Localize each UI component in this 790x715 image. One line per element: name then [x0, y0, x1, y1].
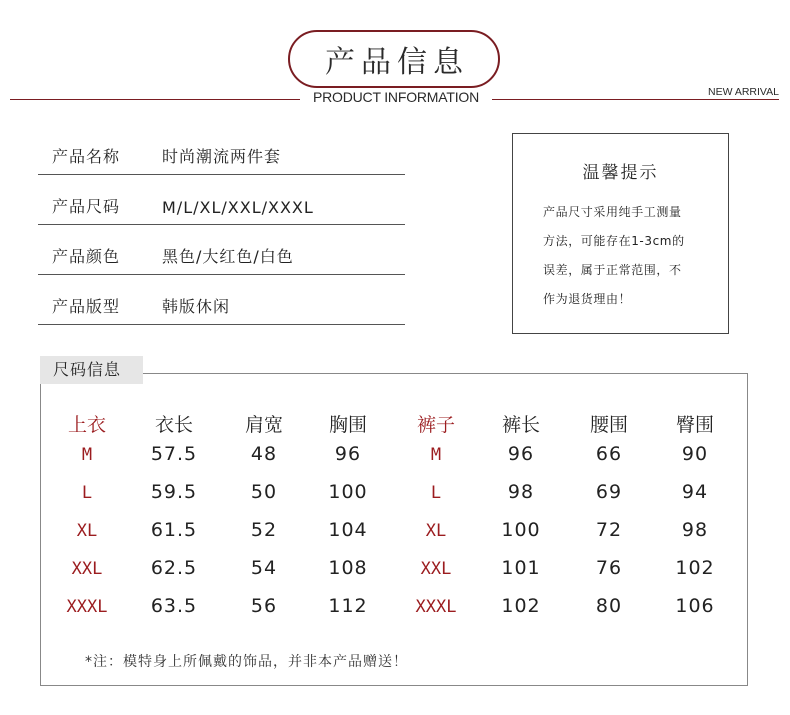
size-label-cell: M: [81, 445, 93, 465]
size-value-cell: 112: [328, 595, 368, 617]
size-label-cell: XXXL: [66, 597, 108, 617]
notice-line: 作为退货理由！: [543, 292, 632, 306]
notice-body: [543, 198, 711, 314]
size-value-cell: 62.5: [150, 557, 198, 579]
size-header-cell: 裤子: [416, 414, 455, 436]
size-header-cell: 腰围: [589, 414, 628, 436]
size-value-cell: 52: [250, 519, 278, 541]
size-value-cell: 48: [250, 443, 278, 465]
size-value-cell: 108: [328, 557, 368, 579]
size-value-cell: 72: [595, 519, 623, 541]
size-value-cell: 101: [501, 557, 541, 579]
size-header-cell: 臀围: [675, 414, 714, 436]
size-value-cell: 54: [250, 557, 278, 579]
info-value: 时尚潮流两件套: [162, 147, 282, 166]
notice-title: 温馨提示: [582, 163, 659, 183]
size-label-cell: M: [430, 445, 442, 465]
size-value-cell: 96: [507, 443, 535, 465]
size-header-cell: 裤长: [501, 414, 540, 436]
size-header-cell: 上衣: [67, 414, 106, 436]
info-row-fit: [38, 277, 405, 325]
size-value-cell: 100: [328, 481, 368, 503]
divider-left: [10, 99, 300, 100]
size-value-cell: 98: [681, 519, 709, 541]
size-value-cell: 50: [250, 481, 278, 503]
size-label-cell: XXXL: [415, 597, 457, 617]
size-value-cell: 94: [681, 481, 709, 503]
size-value-cell: 96: [334, 443, 362, 465]
notice-line: 方法，可能存在1-3cm的: [543, 234, 685, 248]
size-header-cell: 衣长: [154, 414, 193, 436]
size-value-cell: 59.5: [150, 481, 198, 503]
size-label-cell: XXL: [71, 559, 103, 579]
page-title: 产品信息: [325, 45, 469, 80]
footnote: *注：模特身上所佩戴的饰品，并非本产品赠送！: [85, 654, 408, 670]
size-value-cell: 102: [501, 595, 541, 617]
size-value-cell: 80: [595, 595, 623, 617]
info-row-size: [38, 177, 405, 225]
size-info-tab: 尺码信息: [40, 356, 143, 384]
info-row-name: [38, 127, 405, 175]
size-label-cell: XL: [76, 521, 98, 541]
size-label-cell: XXL: [420, 559, 452, 579]
size-value-cell: 100: [501, 519, 541, 541]
title-pill: [288, 30, 500, 88]
size-value-cell: 57.5: [150, 443, 198, 465]
divider-right: [492, 99, 779, 100]
info-value: M/L/XL/XXL/XXXL: [162, 198, 314, 217]
size-value-cell: 56: [250, 595, 278, 617]
notice-line: 误差，属于正常范围，不: [543, 263, 682, 277]
size-value-cell: 102: [675, 557, 715, 579]
info-label: 产品版型: [52, 297, 121, 316]
size-label-cell: XL: [425, 521, 447, 541]
notice-line: 产品尺寸采用纯手工测量: [543, 205, 682, 219]
info-row-color: [38, 227, 405, 275]
size-value-cell: 90: [681, 443, 709, 465]
size-value-cell: 63.5: [150, 595, 198, 617]
size-label-cell: L: [81, 483, 93, 503]
size-value-cell: 69: [595, 481, 623, 503]
page-subtitle: PRODUCT INFORMATION: [312, 89, 479, 105]
size-value-cell: 104: [328, 519, 368, 541]
notice-box: [512, 133, 729, 334]
size-value-cell: 66: [595, 443, 623, 465]
size-value-cell: 76: [595, 557, 623, 579]
size-label-cell: L: [430, 483, 442, 503]
size-value-cell: 61.5: [150, 519, 198, 541]
info-label: 产品尺码: [52, 197, 121, 216]
size-header-cell: 胸围: [328, 414, 367, 436]
new-arrival-badge: NEW ARRIVAL: [708, 86, 779, 98]
info-label: 产品名称: [52, 147, 121, 166]
size-value-cell: 98: [507, 481, 535, 503]
info-label: 产品颜色: [52, 247, 121, 266]
info-value: 韩版休闲: [162, 297, 231, 316]
info-value: 黑色/大红色/白色: [162, 247, 294, 266]
size-value-cell: 106: [675, 595, 715, 617]
size-header-cell: 肩宽: [244, 414, 283, 436]
